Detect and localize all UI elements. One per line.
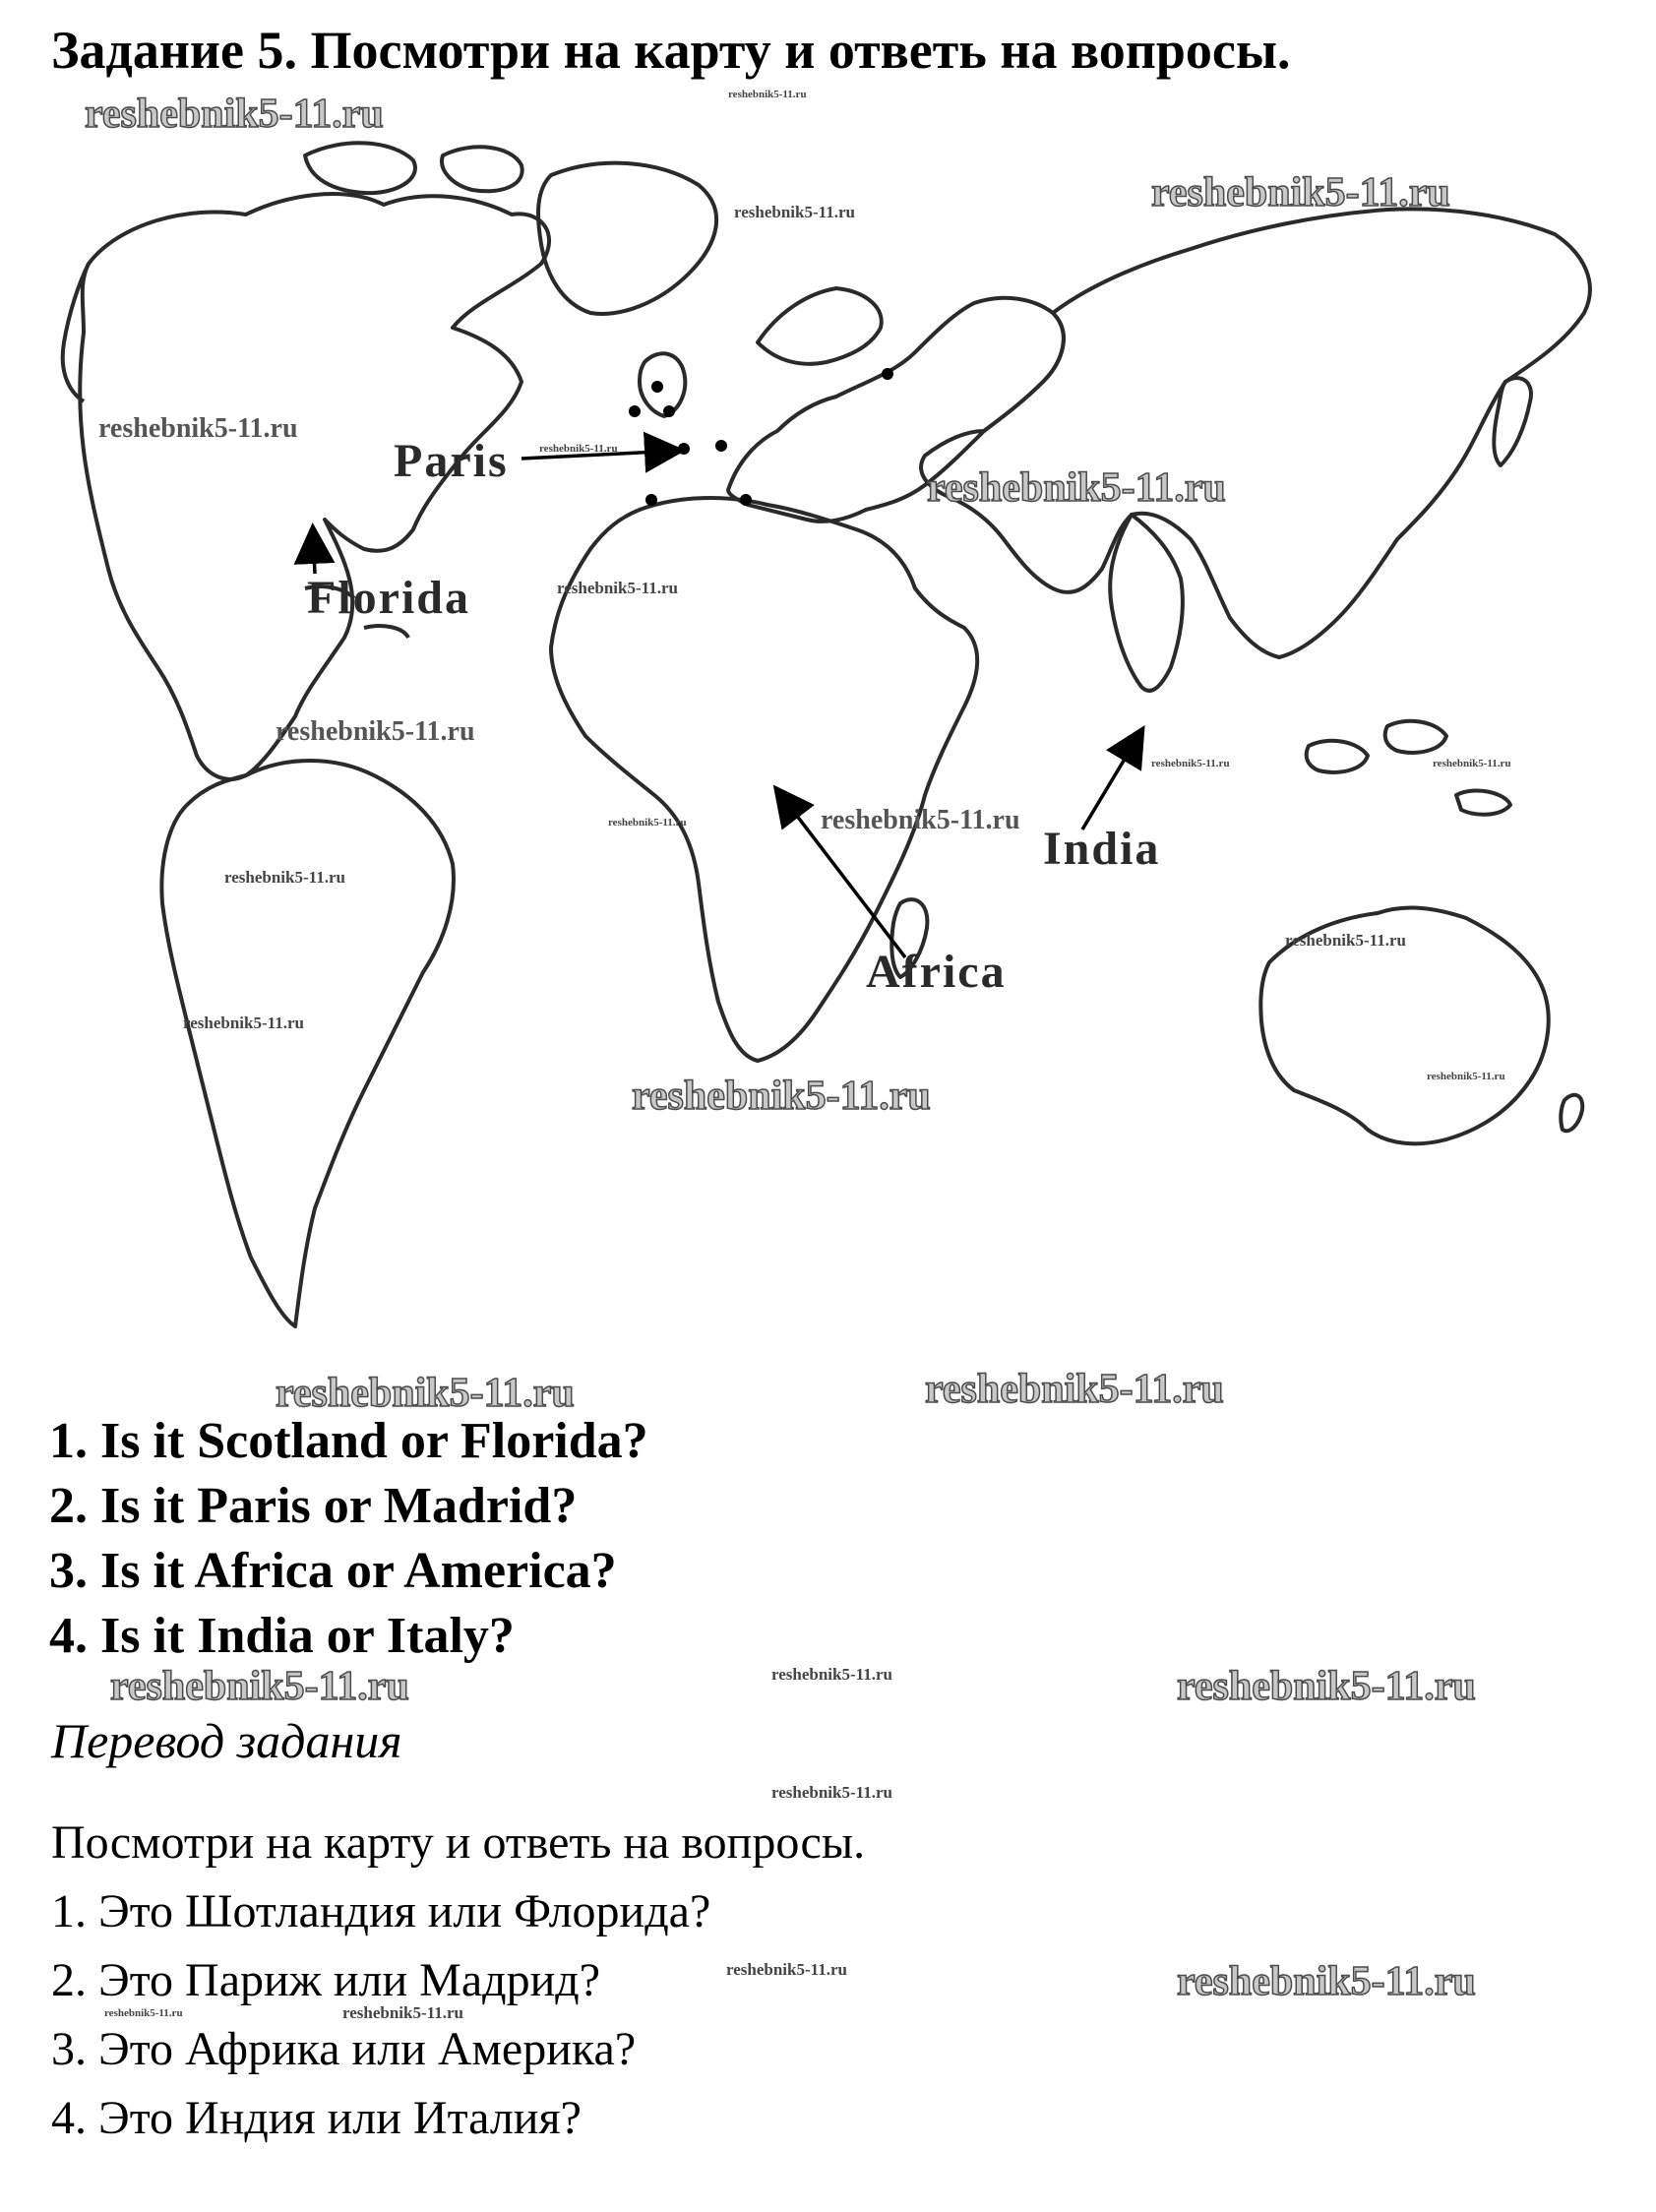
- watermark: reshebnik5-11.ru: [771, 1783, 892, 1802]
- scandinavia-outline: [758, 288, 882, 364]
- translation-item: 3. Это Африка или Америка?: [51, 2023, 637, 2075]
- map-pin-london: [663, 405, 675, 417]
- watermark: reshebnik5-11.ru: [557, 579, 678, 597]
- watermark: reshebnik5-11.ru: [925, 1367, 1224, 1412]
- new-zealand-outline: [1561, 1095, 1582, 1132]
- translation-intro: Посмотри на карту и ответь на вопросы.: [51, 1816, 866, 1869]
- watermark: reshebnik5-11.ru: [728, 89, 807, 100]
- watermark: reshebnik5-11.ru: [342, 2003, 463, 2022]
- canada-islands-outline: [305, 143, 522, 193]
- map-pin-berlin: [715, 440, 727, 452]
- question-item: 1. Is it Scotland or Florida?: [49, 1413, 648, 1469]
- watermark: reshebnik5-11.ru: [1177, 1959, 1476, 2004]
- watermark: reshebnik5-11.ru: [1151, 758, 1230, 769]
- watermark: reshebnik5-11.ru: [1433, 758, 1511, 769]
- watermark: reshebnik5-11.ru: [726, 1960, 847, 1979]
- india-arrow: [1082, 731, 1141, 830]
- watermark: reshebnik5-11.ru: [608, 817, 687, 829]
- map-pin-scotland: [651, 381, 663, 393]
- watermark: reshebnik5-11.ru: [1177, 1664, 1476, 1709]
- watermark: reshebnik5-11.ru: [1285, 931, 1406, 950]
- watermark: reshebnik5-11.ru: [183, 1014, 304, 1032]
- question-list: [49, 1409, 648, 1669]
- watermark: reshebnik5-11.ru: [821, 805, 1020, 835]
- watermark: reshebnik5-11.ru: [276, 716, 475, 747]
- india-outline: [1110, 515, 1183, 691]
- map-pin-moscow: [882, 368, 893, 380]
- watermark: reshebnik5-11.ru: [1427, 1071, 1505, 1082]
- map-pin-ireland: [629, 405, 641, 417]
- translation-heading: Перевод задания: [51, 1713, 402, 1768]
- watermark: reshebnik5-11.ru: [539, 443, 618, 455]
- greenland-outline: [538, 163, 716, 314]
- translation-item: 4. Это Индия или Италия?: [51, 2092, 582, 2144]
- asia-outline: [921, 209, 1590, 657]
- watermark: reshebnik5-11.ru: [224, 868, 345, 887]
- watermark: reshebnik5-11.ru: [276, 1371, 575, 1416]
- translation-item: 1. Это Шотландия или Флорида?: [51, 1885, 711, 1937]
- question-item: 3. Is it Africa or America?: [49, 1543, 617, 1599]
- watermark: reshebnik5-11.ru: [927, 465, 1226, 511]
- map-label-india: India: [1043, 823, 1161, 875]
- question-item: 2. Is it Paris or Madrid?: [49, 1478, 578, 1534]
- watermark: reshebnik5-11.ru: [632, 1074, 931, 1119]
- map-pin-madrid: [645, 494, 657, 506]
- south-america-outline: [161, 761, 454, 1326]
- task-title: Задание 5. Посмотри на карту и ответь на вопросы.: [51, 21, 1291, 80]
- watermark: reshebnik5-11.ru: [1151, 170, 1450, 215]
- map-label-florida: Florida: [307, 572, 470, 624]
- watermark: reshebnik5-11.ru: [110, 1664, 409, 1709]
- translation-item: 2. Это Париж или Мадрид?: [51, 1954, 600, 2006]
- watermark: reshebnik5-11.ru: [85, 92, 384, 137]
- translation-block: [51, 1809, 865, 2153]
- watermark: reshebnik5-11.ru: [104, 2007, 183, 2019]
- florida-arrow: [313, 529, 315, 574]
- question-item: 4. Is it India or Italy?: [49, 1608, 515, 1664]
- map-label-paris: Paris: [394, 435, 509, 487]
- watermark: reshebnik5-11.ru: [771, 1665, 892, 1684]
- map-pin-rome: [740, 494, 752, 506]
- map-pin-paris: [678, 443, 690, 455]
- watermark: reshebnik5-11.ru: [98, 413, 298, 444]
- map-label-africa: Africa: [866, 946, 1007, 998]
- watermark: reshebnik5-11.ru: [734, 203, 855, 221]
